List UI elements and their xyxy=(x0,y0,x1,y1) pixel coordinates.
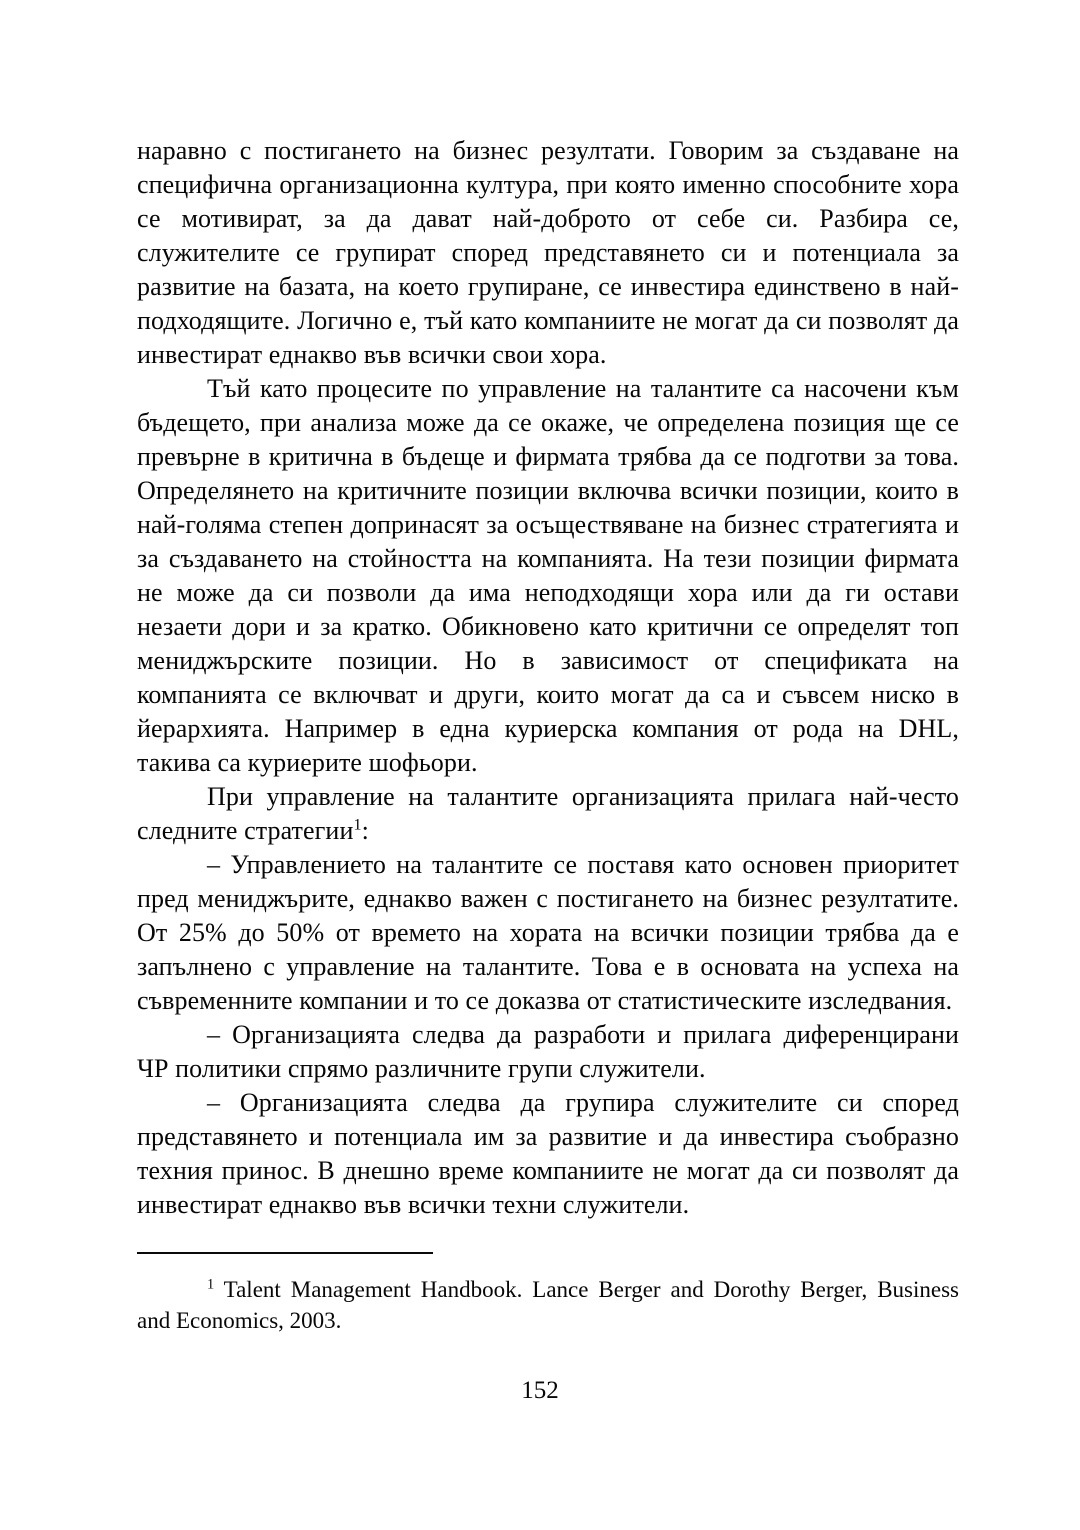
footnote-section xyxy=(137,1252,959,1336)
footnote-citation: Talent Management Handbook. Lance Berger and Dorothy Berger, Business and Economics, 2003. xyxy=(137,1277,959,1333)
footnote-marker: 1 xyxy=(207,1276,215,1293)
paragraph-3 xyxy=(137,780,959,848)
body-text xyxy=(137,134,959,1336)
paragraph-3-colon: : xyxy=(361,816,369,845)
footnote-divider xyxy=(137,1252,433,1254)
paragraph-2: Тъй като процесите по управление на талантите са насочени към бъдещето, при анализа може да се окаже, че определена позиция ще се превърне в критична в бъдеще и фирмата трябва да се подготви за това. Определянето на критичните позиции включва всички позиции, които в най-голяма степен допринасят за осъществяване на бизнес стратегията и за създаването на стойността на компанията. На тези позиции фирмата не може да си позволи да има неподходящи хора или да ги остави незаети дори и за кратко. Обикновено като критични се определят топ мениджърските позиции. Но в зависимост от спецификата на компанията се включват и други, които могат да са и съвсем ниско в йерархията. Например в една куриерска компания от рода на DHL, такива са куриерите шофьори. xyxy=(137,374,959,777)
footnote-text xyxy=(137,1274,959,1336)
footnote-reference-mark: 1 xyxy=(353,816,362,834)
paragraph-6-strategy-item: – Организацията следва да групира служителите си според представянето и потенциала им за развитие и да инвестира съобразно техния принос. В днешно време компаниите не могат да си позволят да инвестират еднакво във всички техни служители. xyxy=(137,1088,959,1219)
paragraph-4-strategy-item: – Управлението на талантите се поставя като основен приоритет пред мениджърите, еднакво важен с постигането на бизнес резултатите. От 25% до 50% от времето на хората на всички позиции трябва да е запълнено с управление на талантите. Това е в основата на успеха на съвременните компании и то се доказва от статистическите изследвания. xyxy=(137,850,959,1015)
paragraph-3-text: При управление на талантите организацията прилага най-често следните стратегии xyxy=(137,782,959,845)
paragraph-5-strategy-item: – Организацията следва да разработи и прилага диференцирани ЧР политики спрямо различните групи служители. xyxy=(137,1020,959,1083)
paragraph-1: наравно с постигането на бизнес резултати. Говорим за създаване на специфична организационна култура, при която именно способните хора се мотивират, за да дават най-доброто от себе си. Разбира се, служителите се групират според представянето си и потенциала за развитие на базата, на което групиране, се инвестира единствено в най-подходящите. Логично е, тъй като компаниите не могат да си позволят да инвестират еднакво във всички свои хора. xyxy=(137,136,959,369)
page-number: 152 xyxy=(521,1377,559,1404)
